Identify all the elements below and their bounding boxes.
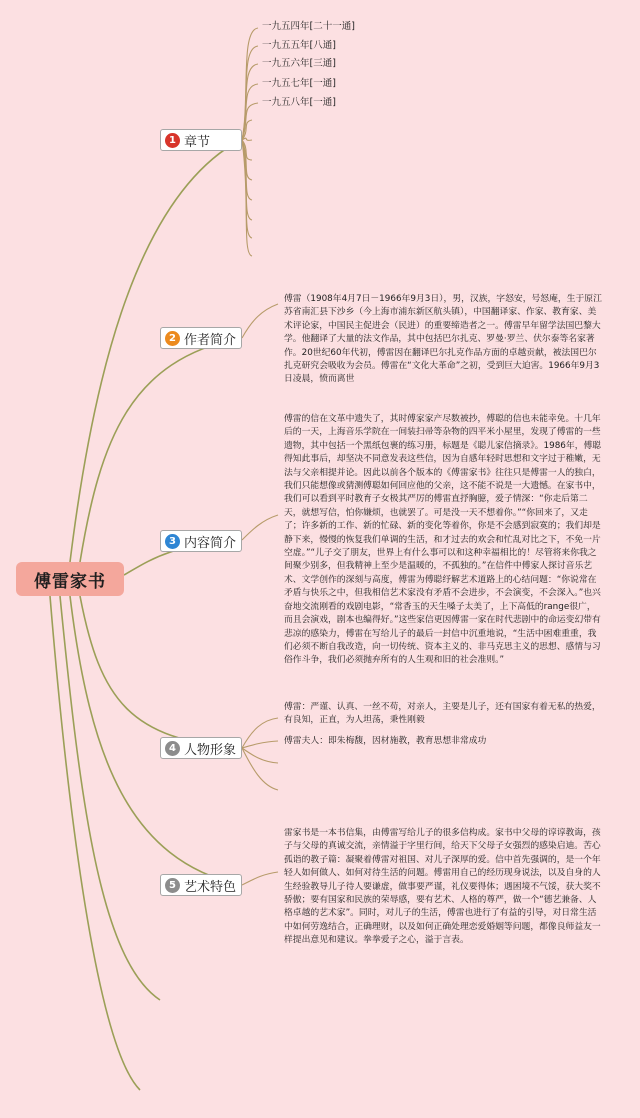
topic-label: 章节 — [184, 134, 211, 150]
content-branch — [242, 515, 278, 540]
character-branch — [242, 748, 278, 763]
art-branch — [242, 872, 278, 885]
number-5-badge-icon: 5 — [165, 878, 180, 893]
topic-art[interactable] — [160, 874, 242, 896]
character-branch — [242, 741, 278, 748]
number-1-badge-icon: 1 — [165, 133, 180, 148]
main-branch — [80, 596, 240, 748]
main-branch — [70, 140, 240, 562]
author-text: 傅雷（1908年4月7日－1966年9月3日），男，汉族，字怒安，号怒庵，生于原江苏省南汇县下沙乡（今上海市浦东新区航头镇），中国翻译家、作家、教育家、美术评论家，中国民主促进会（民进）的重要缔造者之一。傅雷早年留学法国巴黎大学。他翻译了大量的法文作品，其中包括巴尔扎克、罗曼·罗兰、伏尔泰等名家著作。20世纪60年代初，傅雷因在翻译巴尔扎克作品方面的卓越贡献，被法国巴尔扎克研究会吸收为会员。傅雷在“文化大革命”之初，受到巨大迫害。1966年9月3日凌晨，愤而离世 — [284, 294, 602, 385]
chapter-item[interactable]: 一九五七年[一通] — [262, 78, 336, 89]
chapter-item[interactable]: 一九五八年[一通] — [262, 97, 336, 108]
topic-label: 人物形象 — [184, 742, 237, 758]
topic-label: 艺术特色 — [184, 879, 237, 895]
root-topic[interactable] — [16, 562, 124, 596]
character-item: 傅雷夫人：即朱梅馥，因材施教，教育思想非常成功 — [284, 736, 487, 746]
chapter-item[interactable]: 一九五六年[三通] — [262, 58, 336, 69]
character-item: 傅雷：严谨、认真、一丝不苟，对亲人，主要是儿子，还有国家有着无私的热爱，有良知，正直，为人坦荡，秉性刚毅 — [284, 702, 601, 726]
topic-chapters[interactable] — [160, 129, 242, 151]
number-4-badge-icon: 4 — [165, 741, 180, 756]
chapter-item[interactable]: 一九五四年[二十一通] — [262, 21, 355, 32]
chapter-item[interactable]: 一九五五年[八通] — [262, 40, 336, 51]
number-3-badge-icon: 3 — [165, 534, 180, 549]
topic-label: 内容简介 — [184, 535, 237, 551]
chapter-branch — [242, 138, 252, 140]
topic-characters[interactable] — [160, 737, 242, 759]
number-2-badge-icon: 2 — [165, 331, 180, 346]
author-branch — [242, 304, 278, 338]
topic-author[interactable] — [160, 327, 242, 349]
main-branch — [60, 596, 160, 1000]
topic-label: 作者简介 — [184, 332, 237, 348]
main-branch — [50, 596, 140, 1090]
character-branch — [242, 748, 278, 790]
root-title: 傅雷家书 — [34, 571, 106, 592]
content-text: 傅雷的信在文革中遗失了，其时傅家家产尽数被抄，傅聪的信也未能幸免。十几年后的一天，上海音乐学院在一间装扫帚等杂物的四平米小屋里，发现了傅雷的一些遗物，其中包括一个黑纸包裹的练习册，标题是《聪儿家信摘录》。1986年，傅聪得知此事后，却坚决不同意发表这些信，因为自感年轻时思想和文字过于稚嫩，无法与父亲相提并论。因此以前各个版本的《傅雷家书》往往只是傅雷一人的独白，我们只能想像或猜测傅聪如何回应他的父亲，这不能不说是一大遗憾。在家书中，我们可以看到平时教育子女极其严厉的傅雷直抒胸臆，爱子情深：“你走后第二天，就想写信，怕你嫌烦，也就罢了。可是没一天不想着你。”“你回来了，又走了；许多新的工作、新的忙碌、新的变化等着你，你是不会感到寂寞的；我们却是静下来，慢慢的恢复我们单调的生活，和才过去的欢会和忙乱对比之下，不免一片空虚。”“儿子交了朋友，世界上有什么事可以和这种幸福相比的！尽管将来你我之间聚少别多，但我精神上至少是温暖的，不孤独的。”在信件中傅家人探讨音乐艺术、文学创作的深刻与高度，傅雷为傅聪纾解艺术道路上的心结问题：“你说常在矛盾与快乐之中，但我相信艺术家没有矛盾不会进步，不会演变，不会深入。”也兴奋地交流刚看的戏剧电影，“常香玉的天生嗓子太美了，上下高低的range很广，而且会演戏，剧本也编得好。”这些家信更因傅雷一家在时代悲剧中的命运变幻带有悲凉的感染力，傅雷在写给儿子的最后一封信中沉重地说，“生活中困难重重，我们必须不断自我改造，向一切传统、资本主义的、非马克思主义的思想、感情与习俗作斗争，我们必须抛弃所有的人生观和旧的社会准则。” — [284, 414, 602, 666]
art-text: 雷家书是一本书信集，由傅雷写给儿子的很多信构成。家书中父母的谆谆教诲，孩子与父母的真诚交流，亲情溢于字里行间，给天下父母子女强烈的感染启迪。苦心孤诣的教子篇：凝聚着傅雷对祖国、对儿子深厚的爱。信中首先强调的，是一个年轻人如何做人、如何对待生活的问题。傅雷用自己的经历现身说法，以及自身的人生经验教导儿子待人要谦虚，做事要严谨，礼仪要得体；遇困境不气馁，获大奖不骄傲；要有国家和民族的荣辱感，要有艺术、人格的尊严，做一个“德艺兼备、人格卓越的艺术家”。同时，对儿子的生活，傅雷也进行了有益的引导，对日常生活中如何劳逸结合，正确理财，以及如何正确处理恋爱婚姻等问题，都像良师益友一样提出意见和建议。拳拳爱子之心，溢于言表。 — [284, 828, 601, 946]
topic-content[interactable] — [160, 530, 242, 552]
